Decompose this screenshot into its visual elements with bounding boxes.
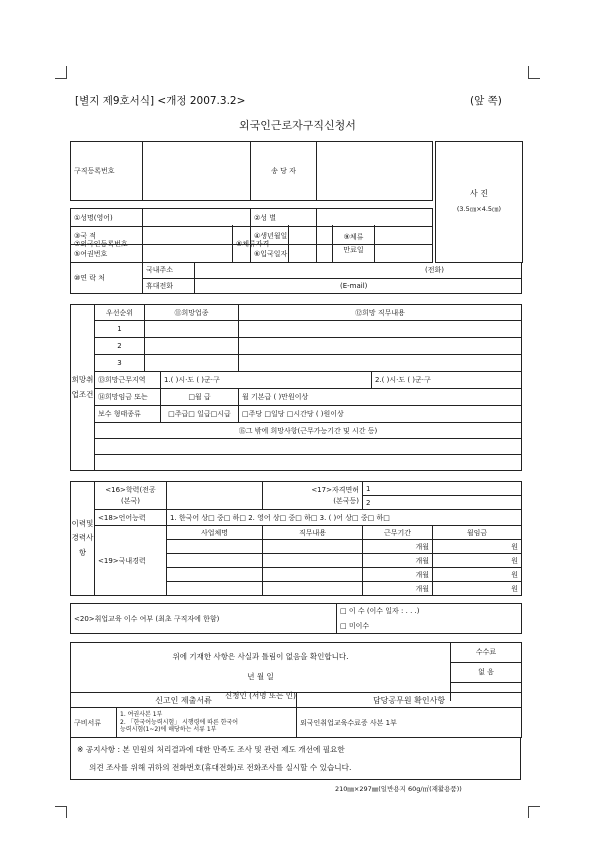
detail-2-field[interactable] [239, 338, 522, 355]
period-2-field[interactable]: 개월 [363, 554, 433, 568]
phone-field[interactable]: (전화) [195, 263, 522, 278]
training-table [70, 603, 522, 634]
required-docs-list: 1. 여권사본 1부 2. 「한국어능력시험」 시행령에 따른 한국어 능력시험(1~2)에 해당하는 서류 1부 [117, 708, 297, 738]
region-label: ⑬희망근무지역 [95, 372, 161, 389]
job-header: ⑪희망업종 [145, 305, 239, 321]
contact-table [70, 263, 522, 294]
alien-reg-label: ⑦외국인등록번호 [71, 225, 143, 263]
form-title: 외국인근로자구직신청서 [239, 119, 356, 132]
fee-value: 없 음 [451, 662, 522, 682]
confirmer-label: 송 당 자 [251, 142, 317, 201]
form-number: [별지 제9호서식] <개정 2007.3.2> [75, 95, 246, 107]
period-3-field[interactable]: 개월 [363, 568, 433, 582]
other-wish-field[interactable] [95, 439, 522, 455]
detail-1-field[interactable] [239, 321, 522, 338]
wage-1-field[interactable]: 원 [433, 540, 522, 554]
mobile-label: 휴대전화 [143, 278, 195, 293]
period-1-field[interactable]: 개월 [363, 540, 433, 554]
certificate-label: <17>자격면허 (본국등) [263, 482, 363, 510]
alien-reg-row [70, 225, 433, 263]
crop-mark [66, 806, 67, 818]
sex-label: ②성 별 [251, 209, 317, 227]
fee-label: 수수료 [451, 643, 522, 663]
name-label: ①성명(영어) [71, 209, 143, 227]
wage-2-field[interactable]: 원 [433, 554, 522, 568]
rank-1: 1 [95, 321, 145, 338]
applicant-signature[interactable]: 신청인 (서명 또는 인) [225, 691, 296, 700]
benefit-amount-field[interactable]: □주당 □일당 □시간당 ( )원이상 [239, 406, 522, 423]
job-reg-no-field[interactable] [143, 142, 251, 201]
certificate-2-field[interactable]: 2 [363, 496, 522, 510]
period-header: 근무기간 [363, 526, 433, 540]
period-4-field[interactable]: 개월 [363, 582, 433, 596]
duty-1-field[interactable] [263, 540, 363, 554]
other-wish-field-2[interactable] [95, 455, 522, 471]
job-reg-no-label: 구직등록번호 [71, 142, 143, 201]
wage-month-checkbox[interactable]: □월 급 [161, 389, 239, 406]
company-3-field[interactable] [167, 568, 263, 582]
stay-expiry-field[interactable] [375, 225, 433, 263]
alien-reg-field[interactable] [143, 225, 233, 263]
rank-3: 3 [95, 355, 145, 372]
company-4-field[interactable] [167, 582, 263, 596]
job-1-field[interactable] [145, 321, 239, 338]
training-label: <20>취업교육 이수 여부 (최초 구직자에 한함) [71, 604, 337, 634]
notice-line-2: 의견 조사를 위해 귀하의 전화번호(휴대전화)로 전화조사를 실시할 수 있습니다. [89, 763, 352, 772]
stay-expiry-label: ⑨체류 만료일 [333, 225, 375, 263]
benefit-label: 보수 형태종류 [95, 406, 161, 423]
language-label: <18>언어능력 [95, 510, 167, 526]
crop-mark [66, 66, 67, 78]
paper-size-note: 210㎜×297㎜(일반용지 60g/㎡(재활용품)) [335, 785, 462, 793]
wage-3-field[interactable]: 원 [433, 568, 522, 582]
nationality-label: ③국 적 [71, 227, 143, 245]
wage-4-field[interactable]: 원 [433, 582, 522, 596]
education-field[interactable] [167, 482, 263, 510]
entry-date-label: ⑥입국일자 [251, 245, 317, 263]
crop-mark [528, 806, 529, 818]
crop-mark [528, 78, 540, 79]
stay-status-field[interactable] [289, 225, 333, 263]
crop-mark [528, 806, 540, 807]
notice-line-1: ※ 공지사항 : 본 민원의 처리결과에 대한 만족도 조사 및 관련 제도 개선에 필요한 [77, 745, 345, 754]
other-wish-label: ⑮그 밖에 희망사항(근무가능기간 및 시간 등) [95, 423, 522, 439]
photo-size: (3.5㎝×4.5㎝) [456, 205, 502, 213]
benefit-type-checkbox[interactable]: □주급□ 일급□시급 [161, 406, 239, 423]
certificate-1-field[interactable]: 1 [363, 482, 522, 496]
contact-label: ⑩연 락 처 [71, 263, 143, 293]
duty-2-field[interactable] [263, 554, 363, 568]
company-1-field[interactable] [167, 540, 263, 554]
language-field[interactable]: 1. 한국어 상□ 중□ 하□ 2. 영어 상□ 중□ 하□ 3. ( )어 상□ 중□ 하□ [167, 510, 522, 526]
training-not-done-checkbox[interactable]: □ 미이수 [337, 619, 522, 634]
wish-conditions-table [70, 304, 522, 471]
career-side-label: 이력및경력사항 [71, 482, 95, 596]
wish-side-label: 희망취업조건 [71, 305, 95, 471]
rank-header: 우선순위 [95, 305, 145, 321]
domestic-exp-label: <19>국내경력 [95, 526, 167, 596]
declaration-text: 위에 기재한 사항은 사실과 틀림이 없음을 확인합니다. [172, 652, 349, 661]
sex-field[interactable] [317, 209, 433, 227]
crop-mark [55, 78, 67, 79]
wage-base-field[interactable]: 월 기본급 ( )만원이상 [239, 389, 522, 406]
crop-mark [528, 66, 529, 78]
wage-label: ⑭희망임금 또는 [95, 389, 161, 406]
domestic-address-label: 국내주소 [143, 263, 195, 278]
name-field[interactable] [143, 209, 251, 227]
stay-status-label: ⑧체류자격 [233, 225, 289, 263]
training-done-checkbox[interactable]: □ 이 수 (이수 일자 : . . .) [337, 604, 522, 619]
spacer [71, 201, 433, 209]
birth-label: ④생년월일 [251, 227, 317, 245]
photo-label: 사 진 [470, 189, 488, 198]
region-2-field[interactable]: 2.( )시·도 ( )군·구 [372, 372, 522, 389]
rank-2: 2 [95, 338, 145, 355]
email-field[interactable]: (E-mail) [195, 278, 522, 293]
confirmer-field[interactable] [317, 142, 433, 201]
notice-box [70, 737, 521, 780]
detail-header: ⑫희망 직무내용 [239, 305, 522, 321]
page-side: (앞 쪽) [470, 95, 502, 107]
officer-docs-value: 외국인취업교육수료증 사본 1부 [297, 708, 522, 738]
required-docs-label: 구비서류 [71, 708, 117, 738]
company-header: 사업체명 [167, 526, 263, 540]
detail-3-field[interactable] [239, 355, 522, 372]
duty-4-field[interactable] [263, 582, 363, 596]
passport-label: ⑤여권번호 [71, 245, 143, 263]
education-label: <16>학력(전공 (본국) [95, 482, 167, 510]
wage-header: 월임금 [433, 526, 522, 540]
photo-box[interactable] [435, 141, 523, 263]
career-table [70, 481, 522, 596]
duty-header: 직무내용 [263, 526, 363, 540]
declaration-date[interactable]: 년 월 일 [247, 672, 274, 681]
documents-table [70, 692, 522, 738]
company-2-field[interactable] [167, 554, 263, 568]
region-1-field[interactable]: 1.( )시·도 ( )군·구 [161, 372, 372, 389]
job-2-field[interactable] [145, 338, 239, 355]
duty-3-field[interactable] [263, 568, 363, 582]
job-3-field[interactable] [145, 355, 239, 372]
officer-docs-header: 담당공무원 확인사항 [297, 693, 522, 708]
applicant-docs-header: 신고인 제출서류 [71, 693, 297, 708]
